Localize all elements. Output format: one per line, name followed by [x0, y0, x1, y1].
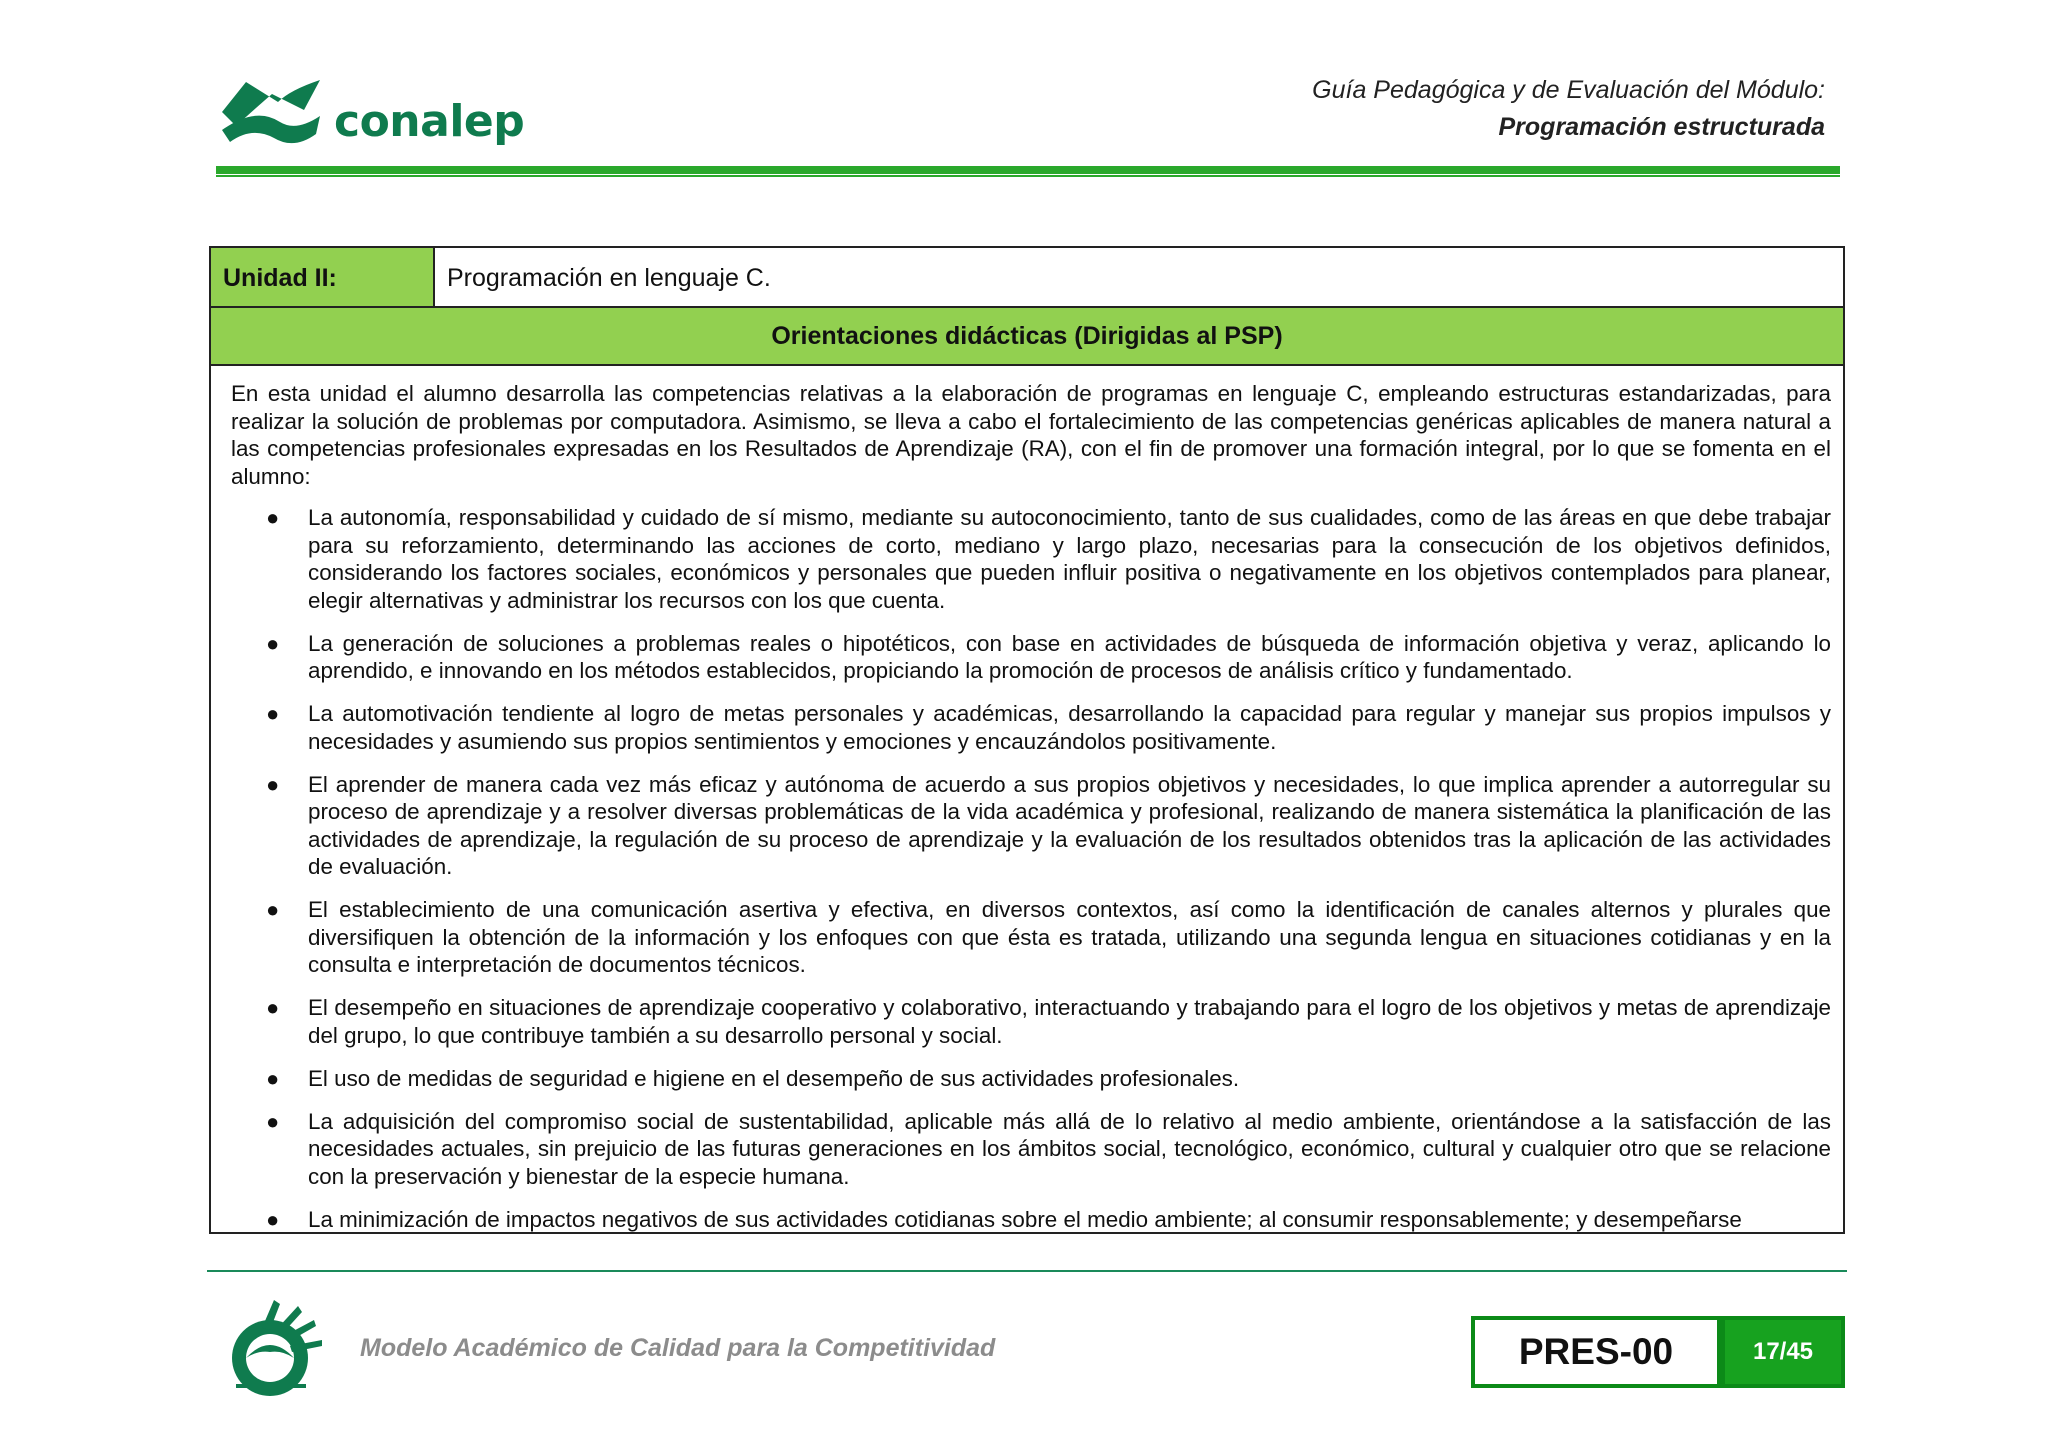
list-item — [231, 630, 1831, 685]
document-code: PRES-00 — [1471, 1316, 1721, 1388]
quality-model-seal-icon — [222, 1292, 332, 1402]
bullet-icon: ● — [266, 995, 280, 1020]
bullet-icon: ● — [266, 1065, 280, 1091]
list-item-text: La adquisición del compromiso social de sustentabilidad, aplicable más allá de lo relativo al medio ambiente, orientándose a la satisfacción de las necesidades actuales, sin prejuicio de las futuras generaciones en los ámbitos social, tecnológico, económico, cultural y cualquier otro que se relacione con la preservación y bienestar de la especie humana. — [308, 1108, 1831, 1189]
module-name: Programación estructurada — [1498, 113, 1825, 141]
bullet-icon: ● — [266, 771, 280, 797]
list-item-text: La autonomía, responsabilidad y cuidado de sí mismo, mediante su autoconocimiento, tanto de sus cualidades, como de las áreas en que debe trabajar para su reforzamiento, determinando las acciones de corto, mediano y largo plazo, necesarias para la consecución de los objetivos definidos, considerando los factores sociales, económicos y personales que pueden influir positiva o negativamente en los objetivos contemplados para planear, elegir alternativas y administrar los recursos con los que cuenta. — [308, 505, 1831, 613]
unit-title: Programación en lenguaje C. — [447, 264, 771, 292]
list-item — [231, 1065, 1831, 1093]
guide-title: Guía Pedagógica y de Evaluación del Módulo: — [1312, 76, 1825, 104]
conalep-logo-mark — [216, 72, 328, 148]
unit-table — [209, 246, 1845, 1234]
bullet-icon: ● — [266, 505, 280, 530]
bullet-icon: ● — [266, 1206, 280, 1232]
bullet-icon: ● — [266, 897, 280, 922]
list-item-text: El uso de medidas de seguridad e higiene en el desempeño de sus actividades profesionales. — [308, 1065, 1240, 1091]
bullet-icon: ● — [266, 630, 280, 656]
list-item-text: La minimización de impactos negativos de sus actividades cotidianas sobre el medio ambiente; al consumir responsablemente; y desempeñarse — [308, 1206, 1742, 1232]
logo-text: conalep — [334, 96, 525, 147]
bullet-icon: ● — [266, 701, 280, 726]
competency-list — [231, 504, 1831, 1233]
list-item — [231, 1206, 1831, 1234]
unit-row — [211, 248, 1843, 308]
list-item-text: La generación de soluciones a problemas reales o hipotéticos, con base en actividades de búsqueda de información objetiva y veraz, aplicando lo aprendido, e innovando en los métodos establecidos, propiciando la promoción de procesos de análisis crítico y fundamentado. — [308, 630, 1831, 683]
footer-divider — [207, 1270, 1847, 1272]
list-item — [231, 1108, 1831, 1191]
list-item — [231, 771, 1831, 881]
unit-label: Unidad II: — [211, 248, 435, 306]
list-item — [231, 700, 1831, 755]
list-item — [231, 994, 1831, 1049]
quality-model-caption: Modelo Académico de Calidad para la Competitividad — [360, 1334, 996, 1362]
intro-paragraph: En esta unidad el alumno desarrolla las competencias relativas a la elaboración de programas en lenguaje C, empleando estructuras estandarizadas, para realizar la solución de problemas por computadora. Asimismo, se lleva a cabo el fortalecimiento de las competencias genéricas aplicables de manera natural a las competencias profesionales expresadas en los Resultados de Aprendizaje (RA), con el fin de promover una formación integral, por lo que se fomenta en el alumno: — [231, 381, 1831, 489]
list-item-text: El aprender de manera cada vez más eficaz y autónoma de acuerdo a sus propios objetivos y necesidades, lo que implica aprender a autorregular su proceso de aprendizaje y a resolver diversas problemáticas de la vida académica y profesional, realizando de manera sistemática la planificación de las actividades de aprendizaje, la regulación de su proceso de aprendizaje y la evaluación de los resultados obtenidos tras la aplicación de las actividades de evaluación. — [308, 771, 1831, 879]
orientations-content — [211, 366, 1843, 1233]
list-item-text: El establecimiento de una comunicación asertiva y efectiva, en diversos contextos, así como la identificación de canales alternos y plurales que diversifiquen la obtención de la información y los enfoques con que ésta es tratada, utilizando una segunda lengua en situaciones cotidianas y en la consulta e interpretación de documentos técnicos. — [308, 897, 1831, 977]
list-item — [231, 896, 1831, 979]
list-item — [231, 504, 1831, 614]
page-number: 17/45 — [1721, 1316, 1845, 1388]
header-divider — [216, 166, 1840, 174]
list-item-text: El desempeño en situaciones de aprendizaje cooperativo y colaborativo, interactuando y trabajando para el logro de los objetivos y metas de aprendizaje del grupo, lo que contribuye también a su desarrollo personal y social. — [308, 995, 1831, 1048]
bullet-icon: ● — [266, 1108, 280, 1134]
list-item-text: La automotivación tendiente al logro de metas personales y académicas, desarrollando la capacidad para regular y manejar sus propios impulsos y necesidades y asumiendo sus propios sentimientos y emociones y encauzándolos positivamente. — [308, 701, 1831, 754]
section-heading: Orientaciones didácticas (Dirigidas al PSP) — [211, 308, 1843, 366]
